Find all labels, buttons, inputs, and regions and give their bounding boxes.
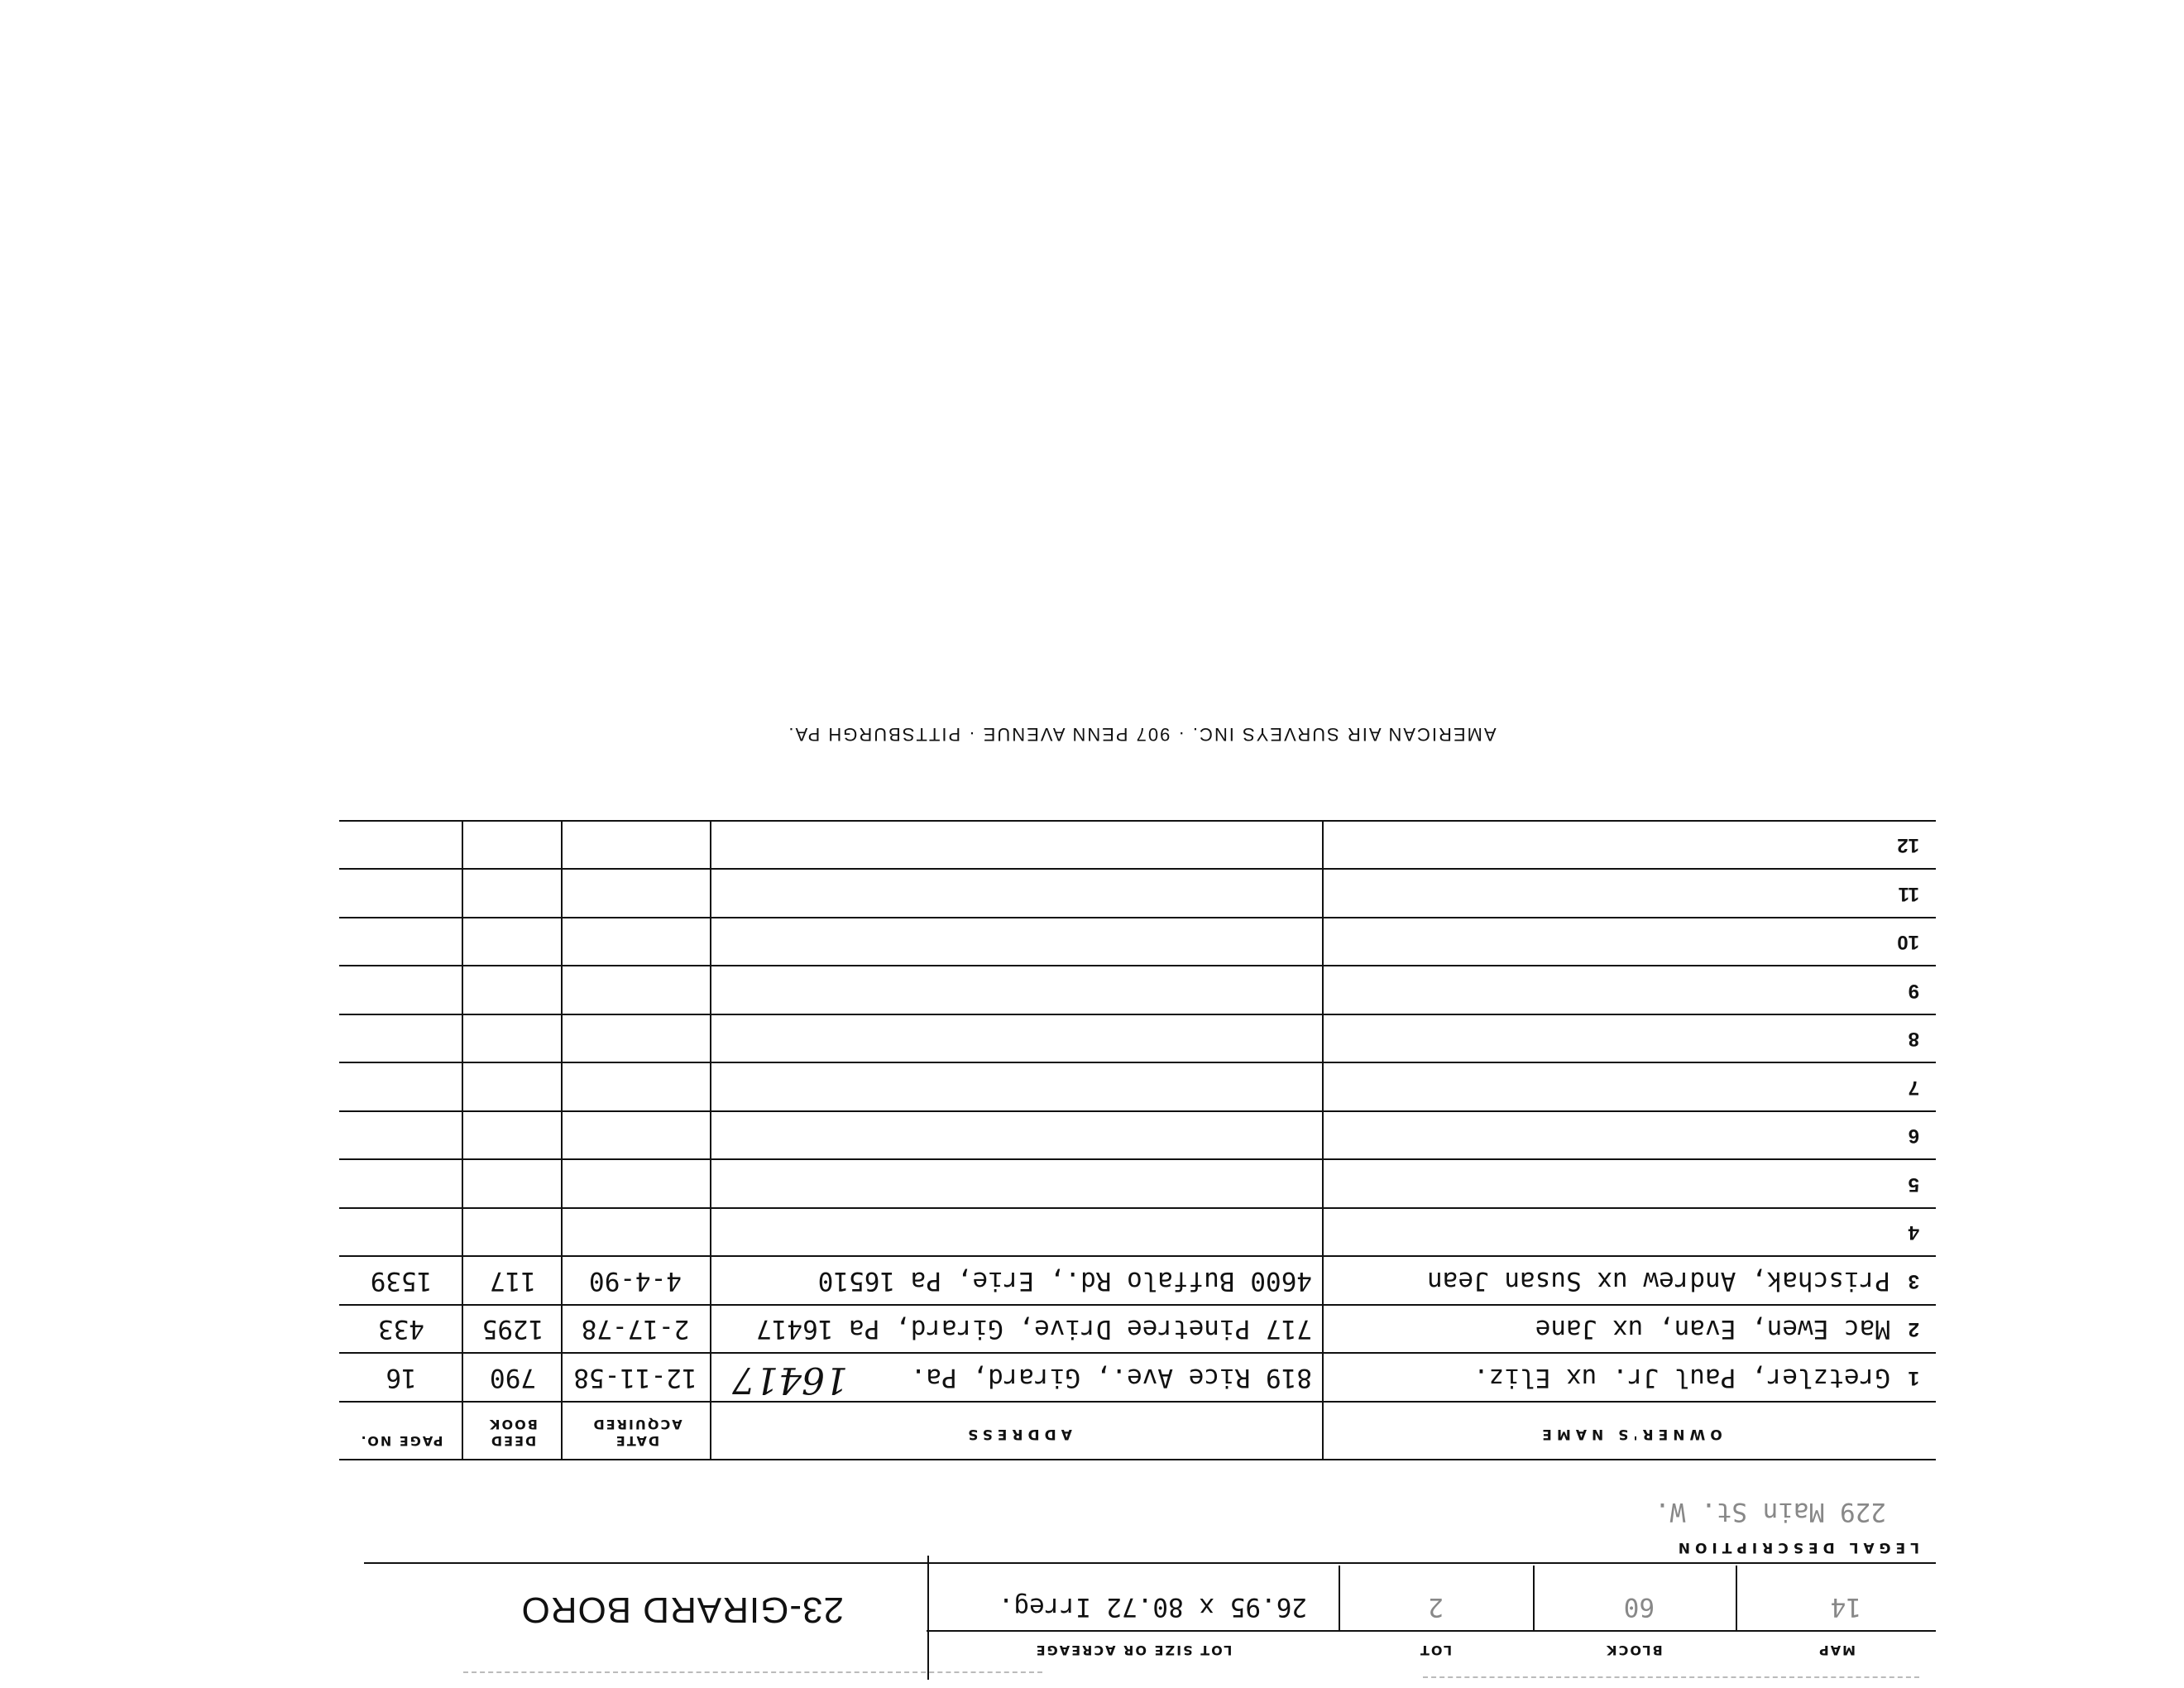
- table-row-line: [339, 1014, 1936, 1015]
- owner-address: 717 Pinetree Drive, Girard, Pa 16417: [756, 1314, 1312, 1345]
- table-row-line: [339, 1062, 1936, 1064]
- owner-name: Prischak, Andrew ux Susan Jean: [1427, 1266, 1890, 1296]
- owner-name: Mac Ewen, Evan, ux Jane: [1535, 1314, 1890, 1345]
- page-no: 16: [386, 1363, 417, 1393]
- row-number: 10: [1897, 931, 1919, 954]
- parcel-bottom-line: [364, 1562, 1936, 1564]
- row-number: 4: [1908, 1221, 1919, 1244]
- scan-dash-top: [1423, 1676, 1919, 1678]
- deed-book: 1295: [481, 1314, 544, 1345]
- scan-dash-top-right: [463, 1671, 1042, 1673]
- table-row-line: [339, 1459, 1936, 1460]
- row-number: 12: [1897, 834, 1919, 857]
- property-record-card: [314, 712, 1952, 1680]
- page-no: 1539: [370, 1266, 433, 1296]
- deed-book: 117: [490, 1266, 536, 1296]
- table-row-line: [339, 1353, 1936, 1355]
- map-header: MAP: [1817, 1642, 1856, 1658]
- date-acquired-header: DATE ACQUIRED: [592, 1417, 682, 1449]
- date-acquired: 2-17-78: [581, 1314, 690, 1345]
- legal-description-header: LEGAL DESCRIPTION: [1673, 1539, 1919, 1556]
- parcel-divider: [927, 1630, 1936, 1632]
- deed-book: 790: [490, 1363, 536, 1393]
- row-number: 8: [1908, 1028, 1919, 1051]
- owner-name: Gretzler, Paul Jr. ux Eliz.: [1473, 1363, 1890, 1393]
- owner-address: 4600 Buffalo Rd., Erie, Pa 16510: [817, 1266, 1312, 1296]
- table-row-line: [339, 917, 1936, 918]
- parcel-col-line: [1339, 1566, 1340, 1632]
- parcel-col-line: [927, 1556, 929, 1680]
- row-number: 9: [1908, 980, 1919, 1002]
- lot-value: 2: [1428, 1592, 1444, 1622]
- table-row-line: [339, 1159, 1936, 1161]
- company-footer: AMERICAN AIR SURVEYS INC. · 907 PENN AVENUE · PITTSBURGH PA.: [787, 724, 1497, 745]
- owner-address: 819 Rice Ave., Girard, Pa.: [910, 1363, 1312, 1393]
- legal-description-text: 229 Main St. W.: [1655, 1497, 1886, 1527]
- lot-size-value: 26.95 x 80.72 Irreg.: [998, 1592, 1307, 1622]
- card-title: 23-GIRARD BORO: [520, 1590, 844, 1630]
- table-row-line: [339, 1401, 1936, 1403]
- table-row-line: [339, 1256, 1936, 1258]
- date-acquired: 12-11-58: [573, 1363, 697, 1393]
- block-value: 60: [1623, 1592, 1655, 1622]
- deed-book-header: DEED BOOK: [488, 1417, 538, 1449]
- table-row-line: [339, 1207, 1936, 1209]
- page-no: 433: [378, 1314, 424, 1345]
- block-header: BLOCK: [1605, 1642, 1663, 1658]
- row-number: 7: [1908, 1077, 1919, 1099]
- row-number: 6: [1908, 1125, 1919, 1148]
- parcel-col-line: [1736, 1566, 1737, 1632]
- row-number: 11: [1898, 883, 1919, 905]
- row-number: 5: [1908, 1173, 1919, 1196]
- table-row-line: [339, 1110, 1936, 1112]
- owner-address-zip-handwritten: 16417: [732, 1359, 848, 1401]
- parcel-col-line: [1533, 1566, 1535, 1632]
- lot-header: LOT: [1418, 1642, 1453, 1658]
- row-number: 3: [1908, 1270, 1919, 1292]
- owner-name-header: OWNER'S NAME: [1537, 1426, 1722, 1442]
- address-header: ADDRESS: [963, 1426, 1072, 1442]
- page-no-header: PAGE NO.: [359, 1433, 443, 1449]
- map-value: 14: [1830, 1592, 1861, 1622]
- table-row-line: [339, 820, 1936, 822]
- row-number: 1: [1908, 1367, 1919, 1389]
- date-acquired: 4-4-90: [589, 1266, 682, 1296]
- lot-size-header: LOT SIZE OR ACREAGE: [1034, 1642, 1233, 1658]
- table-row-line: [339, 869, 1936, 870]
- row-number: 2: [1908, 1318, 1919, 1341]
- table-row-line: [339, 966, 1936, 967]
- table-row-line: [339, 1304, 1936, 1306]
